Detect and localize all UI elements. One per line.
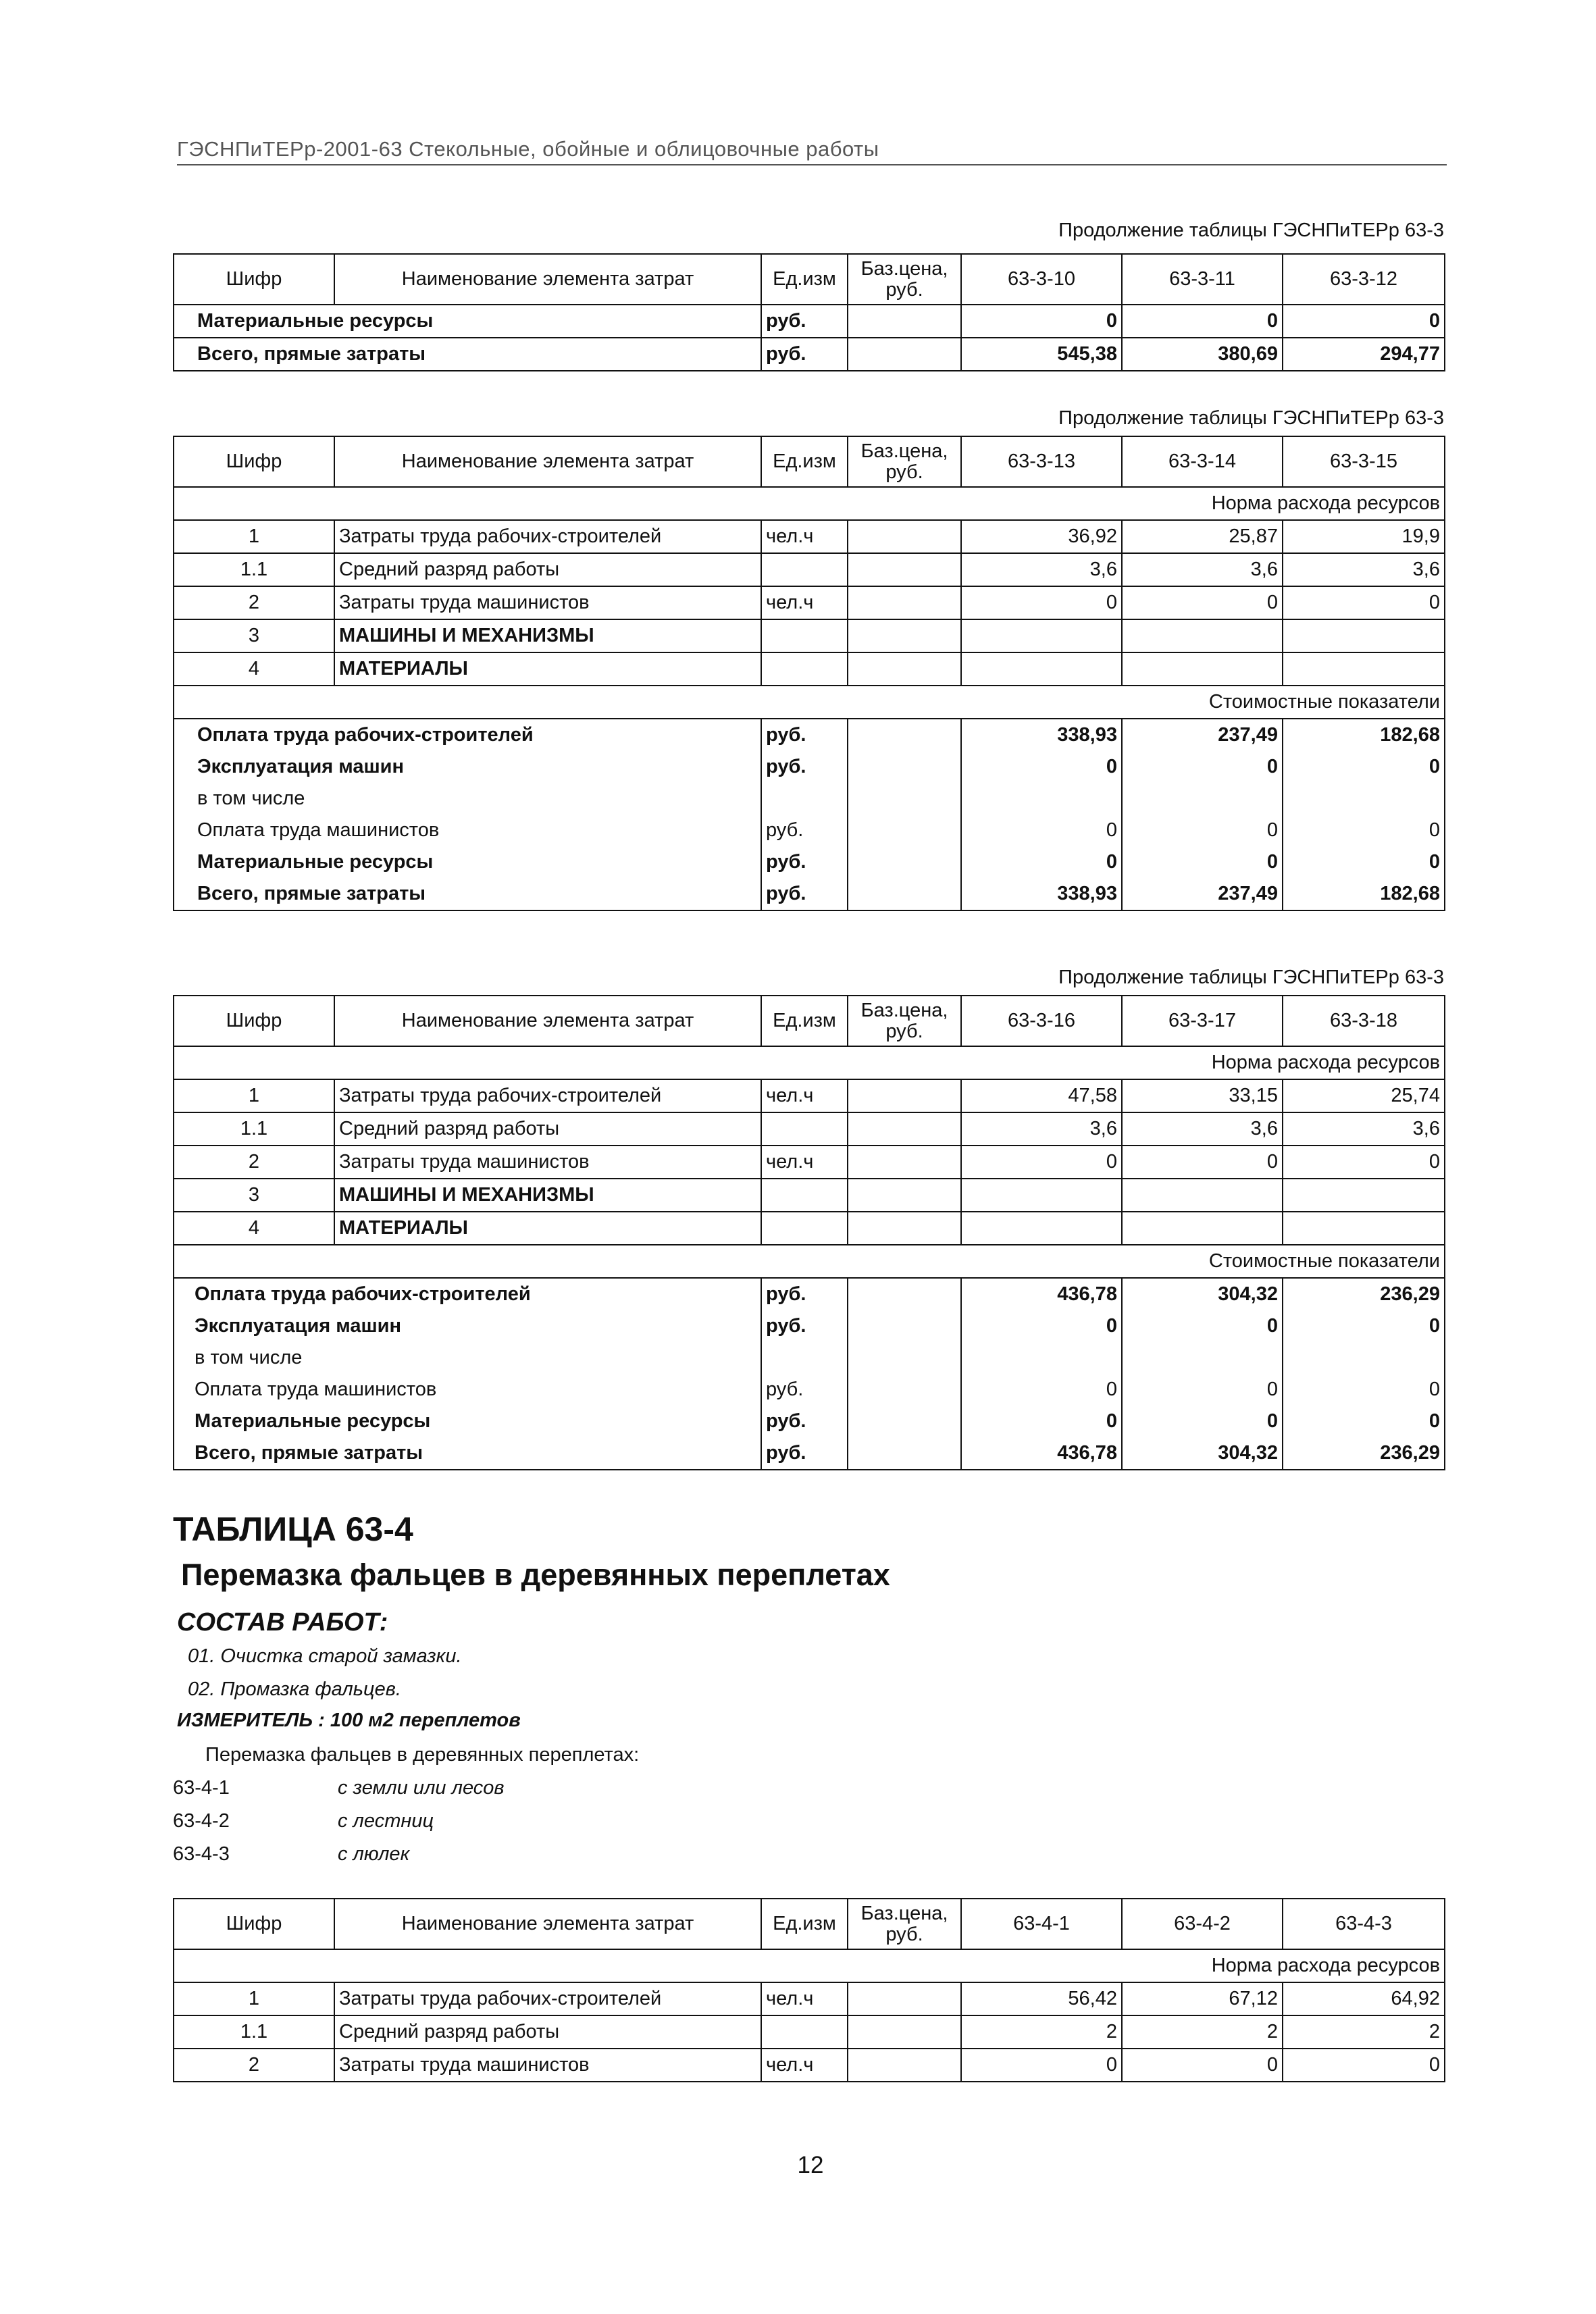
value-cell: 0 <box>1283 1374 1445 1406</box>
unit-cell: чел.ч <box>761 2049 848 2082</box>
unit-cell: руб. <box>761 751 848 783</box>
row-code: 1 <box>174 1982 334 2015</box>
works-heading: СОСТАВ РАБОТ: <box>177 1608 388 1637</box>
item-text: с лестниц <box>338 1810 434 1832</box>
col-header-code-value: 63-3-17 <box>1122 996 1283 1046</box>
unit-cell: чел.ч <box>761 1146 848 1179</box>
value-cell: 0 <box>1283 2049 1445 2082</box>
row-code: 3 <box>174 619 334 652</box>
value-cell: 0 <box>1122 2049 1283 2082</box>
value-cell: 0 <box>1122 586 1283 619</box>
unit-cell: руб. <box>761 846 848 878</box>
item-code: 63-4-1 <box>173 1777 230 1799</box>
row-label: Затраты труда рабочих-строителей <box>334 520 761 553</box>
unit-cell: руб. <box>761 1437 848 1470</box>
value-cell: 0 <box>961 1146 1122 1179</box>
running-header: ГЭСНПиТЕРр-2001-63 Стекольные, обойные и облицовочные работы <box>177 137 1447 165</box>
value-cell: 0 <box>961 2049 1122 2082</box>
value-cell: 0 <box>1122 846 1283 878</box>
value-cell: 36,92 <box>961 520 1122 553</box>
col-header-code-value: 63-3-15 <box>1283 436 1445 487</box>
row-code: 2 <box>174 2049 334 2082</box>
unit-cell: руб. <box>761 878 848 910</box>
value-cell: 0 <box>1122 1374 1283 1406</box>
row-code: 4 <box>174 652 334 686</box>
row-label: Затраты труда рабочих-строителей <box>334 1079 761 1112</box>
value-cell: 338,93 <box>961 719 1122 751</box>
row-code: 4 <box>174 1212 334 1245</box>
value-cell: 67,12 <box>1122 1982 1283 2015</box>
value-cell: 3,6 <box>1122 1112 1283 1146</box>
item-text: с люлек <box>338 1843 410 1865</box>
col-header-code-value: 63-3-12 <box>1283 254 1445 305</box>
item-code: 63-4-2 <box>173 1810 230 1832</box>
unit-cell: руб. <box>761 815 848 846</box>
row-label: Всего, прямые затраты <box>174 878 761 910</box>
section-norm-label: Норма расхода ресурсов <box>174 1046 1445 1079</box>
row-label: Затраты труда машинистов <box>334 586 761 619</box>
section-norm-label: Норма расхода ресурсов <box>174 487 1445 520</box>
row-label: Затраты труда машинистов <box>334 1146 761 1179</box>
row-label: Средний разряд работы <box>334 1112 761 1146</box>
row-label: в том числе <box>174 1342 761 1374</box>
row-label: Материальные ресурсы <box>174 305 761 338</box>
row-label: Средний разряд работы <box>334 2015 761 2049</box>
value-cell: 2 <box>1122 2015 1283 2049</box>
value-cell: 0 <box>1283 815 1445 846</box>
value-cell: 3,6 <box>961 553 1122 586</box>
work-item: 01. Очистка старой замазки. <box>188 1645 462 1667</box>
unit-cell: чел.ч <box>761 1079 848 1112</box>
value-cell: 25,87 <box>1122 520 1283 553</box>
unit-cell: чел.ч <box>761 586 848 619</box>
unit-cell: руб. <box>761 305 848 338</box>
row-label: Материальные ресурсы <box>174 846 761 878</box>
row-code: 1 <box>174 1079 334 1112</box>
row-label: Оплата труда машинистов <box>174 1374 761 1406</box>
item-text: с земли или лесов <box>338 1777 505 1799</box>
col-header-code-value: 63-3-10 <box>961 254 1122 305</box>
value-cell: 3,6 <box>1283 1112 1445 1146</box>
row-code: 1.1 <box>174 2015 334 2049</box>
section-subtitle: Перемазка фальцев в деревянных переплетах <box>181 1558 890 1592</box>
value-cell: 182,68 <box>1283 878 1445 910</box>
value-cell: 0 <box>1122 1406 1283 1437</box>
value-cell: 2 <box>961 2015 1122 2049</box>
row-code: 1.1 <box>174 553 334 586</box>
value-cell: 3,6 <box>1283 553 1445 586</box>
col-header-code-value: 63-3-11 <box>1122 254 1283 305</box>
section-norm-label: Норма расхода ресурсов <box>174 1949 1445 1982</box>
col-header-code-value: 63-3-16 <box>961 996 1122 1046</box>
row-label: Эксплуатация машин <box>174 1310 761 1342</box>
section-cost-label: Стоимостные показатели <box>174 1245 1445 1278</box>
value-cell: 237,49 <box>1122 878 1283 910</box>
row-code: 1.1 <box>174 1112 334 1146</box>
col-header-unit: Ед.изм <box>761 1899 848 1949</box>
row-label: Средний разряд работы <box>334 553 761 586</box>
value-cell: 0 <box>1283 1406 1445 1437</box>
col-header-code: Шифр <box>174 996 334 1046</box>
value-cell: 236,29 <box>1283 1437 1445 1470</box>
resource-table-63-3-13 <box>173 436 1445 911</box>
resource-table-63-3-16 <box>173 995 1445 1470</box>
value-cell: 0 <box>1283 1310 1445 1342</box>
row-label: МАШИНЫ И МЕХАНИЗМЫ <box>334 619 761 652</box>
row-label: Всего, прямые затраты <box>174 338 761 371</box>
value-cell: 0 <box>961 1406 1122 1437</box>
col-header-code: Шифр <box>174 254 334 305</box>
table-continuation-caption: Продолжение таблицы ГЭСНПиТЕРр 63-3 <box>1058 407 1444 429</box>
section-title: ТАБЛИЦА 63-4 <box>173 1510 413 1548</box>
row-label: МАТЕРИАЛЫ <box>334 652 761 686</box>
unit-cell: руб. <box>761 1406 848 1437</box>
row-label: МАТЕРИАЛЫ <box>334 1212 761 1245</box>
table-continuation-caption: Продолжение таблицы ГЭСНПиТЕРр 63-3 <box>1058 220 1444 241</box>
value-cell: 3,6 <box>961 1112 1122 1146</box>
row-code: 2 <box>174 586 334 619</box>
value-cell: 0 <box>1283 1146 1445 1179</box>
unit-cell: руб. <box>761 719 848 751</box>
value-cell: 0 <box>961 846 1122 878</box>
value-cell: 0 <box>1122 1310 1283 1342</box>
value-cell: 33,15 <box>1122 1079 1283 1112</box>
value-cell: 436,78 <box>961 1437 1122 1470</box>
value-cell: 2 <box>1283 2015 1445 2049</box>
col-header-name: Наименование элемента затрат <box>334 1899 761 1949</box>
col-header-code-value: 63-3-13 <box>961 436 1122 487</box>
col-header-code: Шифр <box>174 436 334 487</box>
value-cell: 19,9 <box>1283 520 1445 553</box>
value-cell: 56,42 <box>961 1982 1122 2015</box>
value-cell: 380,69 <box>1122 338 1283 371</box>
row-label: в том числе <box>174 783 761 815</box>
row-label: Эксплуатация машин <box>174 751 761 783</box>
row-code: 3 <box>174 1179 334 1212</box>
row-label: МАШИНЫ И МЕХАНИЗМЫ <box>334 1179 761 1212</box>
value-cell: 64,92 <box>1283 1982 1445 2015</box>
value-cell: 294,77 <box>1283 338 1445 371</box>
row-label: Оплата труда машинистов <box>174 815 761 846</box>
col-header-base-price: Баз.цена, руб. <box>848 436 961 487</box>
value-cell: 25,74 <box>1283 1079 1445 1112</box>
unit-cell: руб. <box>761 338 848 371</box>
value-cell: 545,38 <box>961 338 1122 371</box>
value-cell: 0 <box>1283 846 1445 878</box>
value-cell: 0 <box>1122 305 1283 338</box>
value-cell: 0 <box>961 1374 1122 1406</box>
col-header-name: Наименование элемента затрат <box>334 436 761 487</box>
value-cell: 0 <box>1283 751 1445 783</box>
value-cell: 0 <box>961 1310 1122 1342</box>
row-code: 2 <box>174 1146 334 1179</box>
unit-cell: чел.ч <box>761 520 848 553</box>
table-continuation-caption: Продолжение таблицы ГЭСНПиТЕРр 63-3 <box>1058 967 1444 988</box>
value-cell: 237,49 <box>1122 719 1283 751</box>
col-header-code-value: 63-4-3 <box>1283 1899 1445 1949</box>
value-cell: 338,93 <box>961 878 1122 910</box>
col-header-code-value: 63-3-14 <box>1122 436 1283 487</box>
col-header-base-price: Баз.цена, руб. <box>848 254 961 305</box>
resource-table-63-3-10 <box>173 253 1445 371</box>
unit-cell: руб. <box>761 1374 848 1406</box>
col-header-base-price: Баз.цена, руб. <box>848 996 961 1046</box>
col-header-code: Шифр <box>174 1899 334 1949</box>
value-cell: 0 <box>961 305 1122 338</box>
row-label: Затраты труда рабочих-строителей <box>334 1982 761 2015</box>
unit-cell: руб. <box>761 1278 848 1310</box>
value-cell: 47,58 <box>961 1079 1122 1112</box>
value-cell: 0 <box>1122 1146 1283 1179</box>
measure-unit: ИЗМЕРИТЕЛЬ : 100 м2 переплетов <box>177 1709 521 1731</box>
row-label: Оплата труда рабочих-строителей <box>174 719 761 751</box>
col-header-code-value: 63-4-2 <box>1122 1899 1283 1949</box>
col-header-name: Наименование элемента затрат <box>334 996 761 1046</box>
value-cell: 0 <box>1283 586 1445 619</box>
row-label: Затраты труда машинистов <box>334 2049 761 2082</box>
value-cell: 0 <box>1283 305 1445 338</box>
value-cell: 436,78 <box>961 1278 1122 1310</box>
value-cell: 0 <box>961 815 1122 846</box>
col-header-code-value: 63-3-18 <box>1283 996 1445 1046</box>
col-header-base-price: Баз.цена, руб. <box>848 1899 961 1949</box>
value-cell: 0 <box>961 586 1122 619</box>
value-cell: 236,29 <box>1283 1278 1445 1310</box>
row-code: 1 <box>174 520 334 553</box>
work-item: 02. Промазка фальцев. <box>188 1678 401 1700</box>
value-cell: 0 <box>1122 815 1283 846</box>
col-header-code-value: 63-4-1 <box>961 1899 1122 1949</box>
value-cell: 182,68 <box>1283 719 1445 751</box>
item-code: 63-4-3 <box>173 1843 230 1865</box>
unit-cell: чел.ч <box>761 1982 848 2015</box>
col-header-name: Наименование элемента затрат <box>334 254 761 305</box>
resource-table-63-4 <box>173 1898 1445 2082</box>
row-label: Всего, прямые затраты <box>174 1437 761 1470</box>
section-cost-label: Стоимостные показатели <box>174 686 1445 719</box>
row-label: Материальные ресурсы <box>174 1406 761 1437</box>
value-cell: 0 <box>961 751 1122 783</box>
col-header-unit: Ед.изм <box>761 254 848 305</box>
items-intro: Перемазка фальцев в деревянных переплетах: <box>205 1744 640 1766</box>
unit-cell: руб. <box>761 1310 848 1342</box>
value-cell: 0 <box>1122 751 1283 783</box>
value-cell: 304,32 <box>1122 1437 1283 1470</box>
value-cell: 304,32 <box>1122 1278 1283 1310</box>
page-number: 12 <box>797 2152 824 2178</box>
col-header-unit: Ед.изм <box>761 436 848 487</box>
value-cell: 3,6 <box>1122 553 1283 586</box>
row-label: Оплата труда рабочих-строителей <box>174 1278 761 1310</box>
col-header-unit: Ед.изм <box>761 996 848 1046</box>
